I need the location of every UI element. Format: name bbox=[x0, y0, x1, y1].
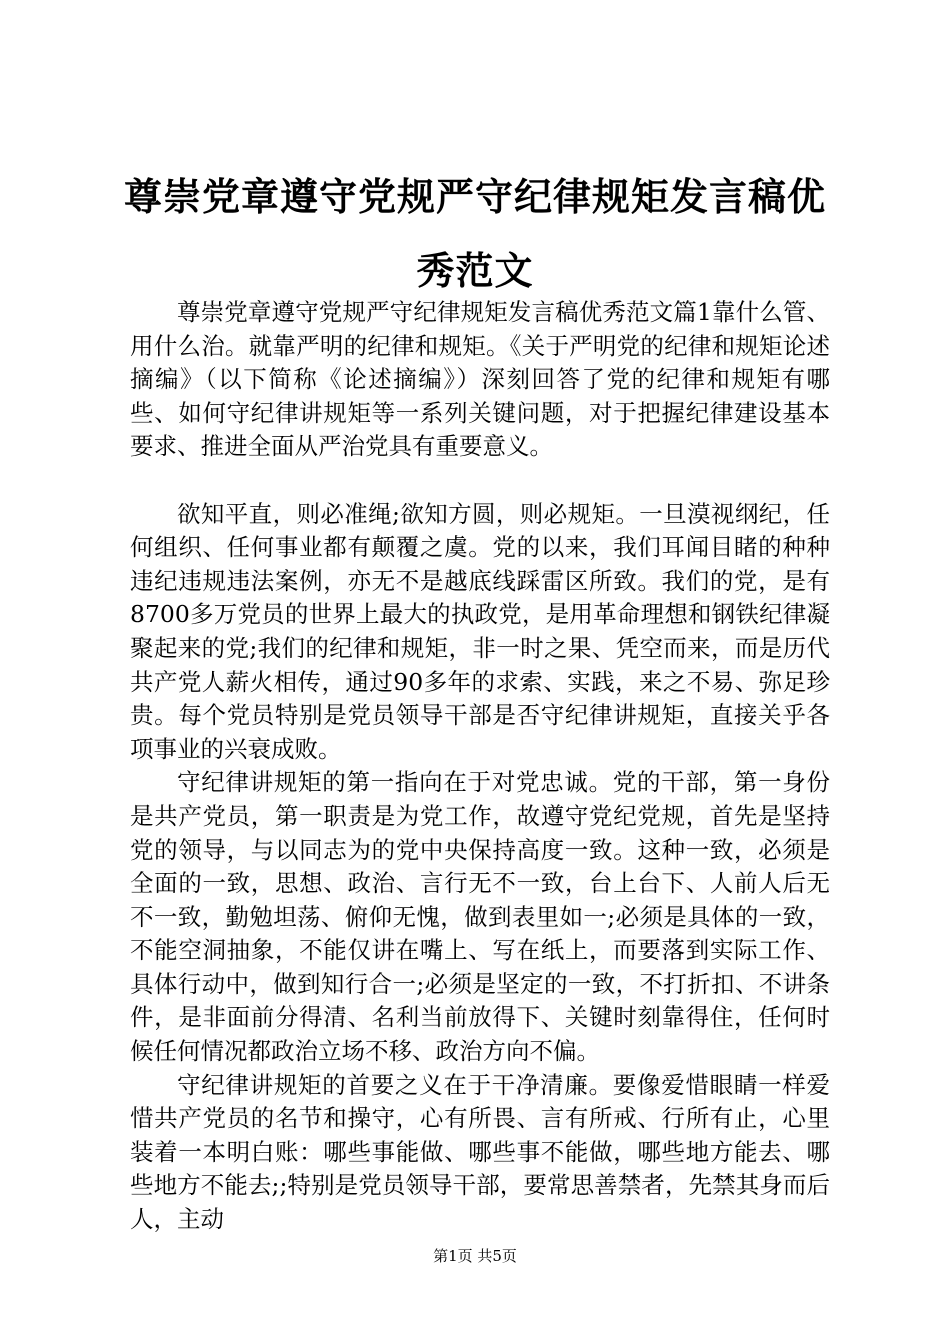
page-number-footer: 第1页 共5页 bbox=[433, 1247, 517, 1265]
paragraph: 守纪律讲规矩的第一指向在于对党忠诚。党的干部，第一身份是共产党员，第一职责是为党工作，故遵守党纪党规，首先是坚持党的领导，与以同志为的党中央保持高度一致。这种一致，必须是全面的一致，思想、政治、言行无不一致，台上台下、人前人后无不一致，勤勉坦荡、俯仰无愧，做到表里如一;必须是具体的一致，不能空洞抽象，不能仅讲在嘴上、写在纸上，而要落到实际工作、具体行动中，做到知行合一;必须是坚定的一致，不打折扣、不讲条件，是非面前分得清、名利当前放得下、关键时刻靠得住，任何时候任何情况都政治立场不移、政治方向不偏。 bbox=[130, 768, 830, 1066]
paragraph: 尊崇党章遵守党规严守纪律规矩发言稿优秀范文篇1靠什么管、用什么治。就靠严明的纪律和规矩。《关于严明党的纪律和规矩论述摘编》（以下简称《论述摘编》）深刻回答了党的纪律和规矩有哪些、如何守纪律讲规矩等一系列关键问题，对于把握纪律建设基本要求、推进全面从严治党具有重要意义。 bbox=[130, 298, 830, 461]
paragraph: 守纪律讲规矩的首要之义在于干净清廉。要像爱惜眼睛一样爱惜共产党员的名节和操守，心有所畏、言有所戒、行所有止，心里装着一本明白账：哪些事能做、哪些事不能做，哪些地方能去、哪些地方不能去;;特别是党员领导干部，要常思善禁者，先禁其身而后人，主动 bbox=[130, 1070, 830, 1234]
paragraph: 欲知平直，则必准绳;欲知方圆，则必规矩。一旦漠视纲纪，任何组织、任何事业都有颠覆之虞。党的以来，我们耳闻目睹的种种违纪违规违法案例，亦无不是越底线踩雷区所致。我们的党，是有8700多万党员的世界上最大的执政党，是用革命理想和钢铁纪律凝聚起来的党;我们的纪律和规矩，非一时之果、凭空而来，而是历代共产党人薪火相传，通过90多年的求索、实践，来之不易、弥足珍贵。每个党员特别是党员领导干部是否守纪律讲规矩，直接关乎各项事业的兴衰成败。 bbox=[130, 499, 830, 763]
document-title: 尊崇党章遵守党规严守纪律规矩发言稿优秀范文 bbox=[123, 174, 826, 293]
document-body bbox=[130, 296, 830, 1237]
